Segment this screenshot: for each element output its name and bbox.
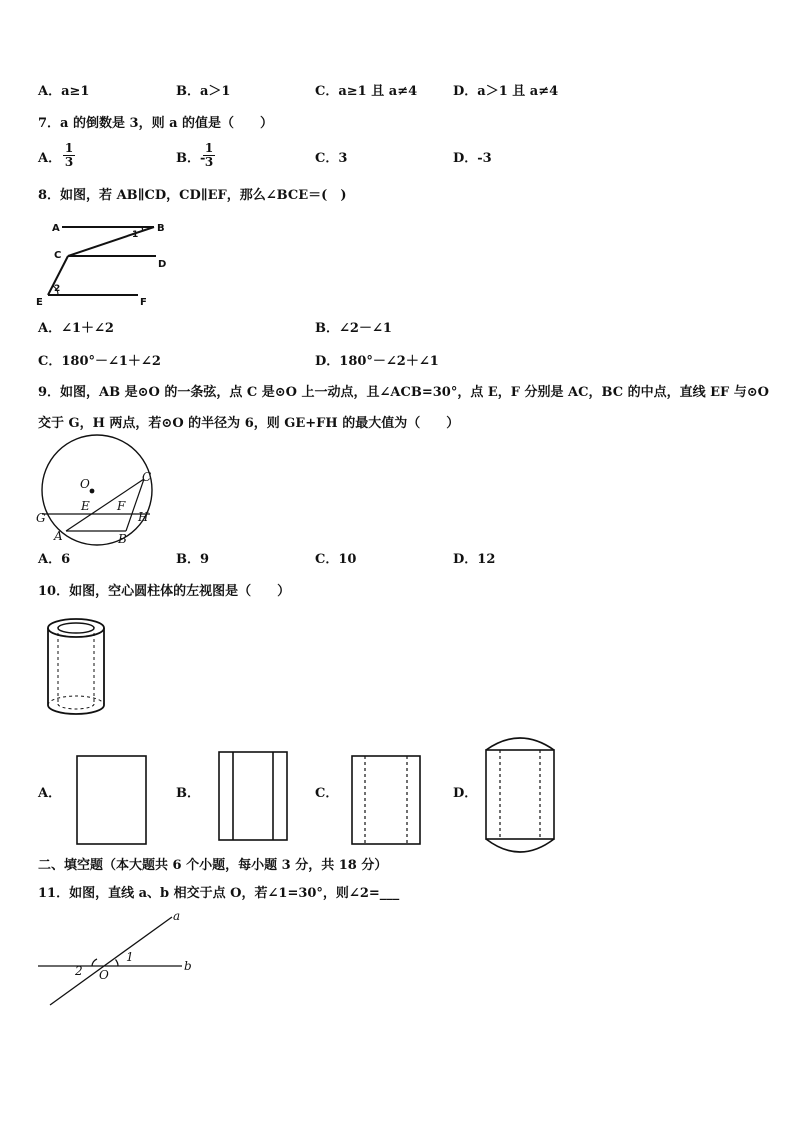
q8-label-c: C (54, 250, 62, 261)
q8-label-d: D (158, 259, 167, 270)
q8-option-c: C．180°－∠1＋∠2 (38, 354, 161, 369)
q10-a-rect (77, 756, 146, 844)
q10-d-top-arc (486, 738, 554, 750)
q9-label-a: A (54, 529, 63, 543)
q9-label-c: C (142, 470, 152, 484)
q8-label-angle2: 2 (54, 284, 61, 294)
q10-option-c-figure (351, 755, 423, 847)
q8-option-a: A．∠1＋∠2 (38, 321, 114, 336)
q9-label-b: B (118, 532, 127, 546)
q10-cylinder-bottom-back (48, 696, 104, 705)
q9-option-b: B．9 (176, 552, 210, 567)
q10-cylinder-top-outer (48, 619, 104, 637)
q9-option-c: C．10 (315, 552, 357, 567)
q10-b-rect (219, 752, 287, 840)
q11-label-a: a (173, 909, 181, 923)
section2-heading: 二、填空题（本大题共 6 个小题，每小题 3 分，共 18 分） (38, 858, 388, 873)
q8-angle1-arc (142, 227, 143, 231)
q10-d-rect (486, 750, 554, 839)
q10-option-d-letter: D． (453, 786, 478, 801)
q11-label-b: b (184, 959, 192, 973)
q9-label-e: E (81, 499, 90, 513)
q7-option-a-letter: A． (38, 151, 62, 166)
q8-label-e: E (36, 297, 43, 308)
q8-label-b: B (157, 223, 165, 234)
q8-figure (34, 216, 174, 308)
q9-stem-line1: 9．如图，AB 是⊙O 的一条弦，点 C 是⊙O 上一动点，且∠ACB=30°，点 E，F 分别是 AC，BC 的中点，直线 EF 与⊙O (38, 385, 769, 400)
q8-label-angle1: 1 (132, 230, 139, 240)
q6-option-c: C．a≥1 且 a≠4 (315, 84, 418, 99)
q9-line-ac (66, 479, 144, 531)
q8-option-d: D．180°－∠2＋∠1 (315, 354, 439, 369)
q9-label-h: H (138, 510, 149, 524)
q10-c-rect (352, 756, 420, 844)
q7-option-c: C．3 (315, 151, 348, 166)
q9-option-a: A．6 (38, 552, 71, 567)
q10-option-b-letter: B． (176, 786, 200, 801)
q11-stem: 11．如图，直线 a、b 相交于点 O，若∠1=30°，则∠2=___ (38, 886, 400, 901)
q10-option-a-figure (76, 755, 148, 847)
q7-b-denominator: 3 (204, 155, 214, 169)
q6-option-b: B．a＞1 (176, 84, 231, 99)
q9-label-f: F (117, 499, 126, 513)
q8-option-b: B．∠2－∠1 (315, 321, 392, 336)
q8-stem: 8．如图，若 AB∥CD，CD∥EF，那么∠BCE＝( ) (38, 188, 347, 203)
q10-option-b-figure (218, 751, 290, 843)
q11-angle2-arc (92, 959, 97, 966)
q8-line-bc (68, 227, 154, 256)
q11-label-angle2: 2 (75, 964, 83, 978)
q10-cylinder-figure (44, 617, 110, 717)
q7-option-a-fraction (63, 142, 75, 169)
q10-d-bottom-arc (486, 839, 554, 852)
q6-option-d: D．a＞1 且 a≠4 (453, 84, 559, 99)
q7-option-b-fraction (203, 142, 215, 169)
q10-option-c-letter: C． (315, 786, 339, 801)
q10-option-a-letter: A． (38, 786, 62, 801)
q10-stem: 10．如图，空心圆柱体的左视图是（ ） (38, 584, 291, 599)
q11-label-o: O (99, 968, 109, 982)
q9-center-dot (90, 489, 95, 494)
q7-a-denominator: 3 (64, 155, 74, 169)
q7-stem: 7．a 的倒数是 3，则 a 的值是（ ） (38, 116, 274, 131)
q9-label-g: G (36, 511, 46, 525)
q10-cylinder-top-inner (58, 623, 94, 633)
q7-b-numerator: 1 (204, 141, 214, 155)
q8-label-f: F (140, 297, 147, 308)
q9-figure (34, 440, 160, 546)
q7-option-d: D．-3 (453, 151, 492, 166)
q7-a-numerator: 1 (64, 141, 74, 155)
q9-option-d: D．12 (453, 552, 496, 567)
q10-hidden-inner-bottom (58, 704, 94, 709)
q8-label-a: A (52, 223, 60, 234)
q11-angle1-arc (116, 960, 119, 967)
q9-label-o: O (80, 477, 90, 491)
q11-figure (34, 908, 199, 1008)
q11-line-a (50, 917, 172, 1005)
q7-option-b-letter: B．- (176, 151, 206, 166)
q10-option-d-figure (484, 738, 558, 856)
q6-option-a: A．a≥1 (38, 84, 90, 99)
q9-stem-line2: 交于 G，H 两点，若⊙O 的半径为 6，则 GE+FH 的最大值为（ ） (38, 416, 460, 431)
q11-label-angle1: 1 (126, 950, 134, 964)
